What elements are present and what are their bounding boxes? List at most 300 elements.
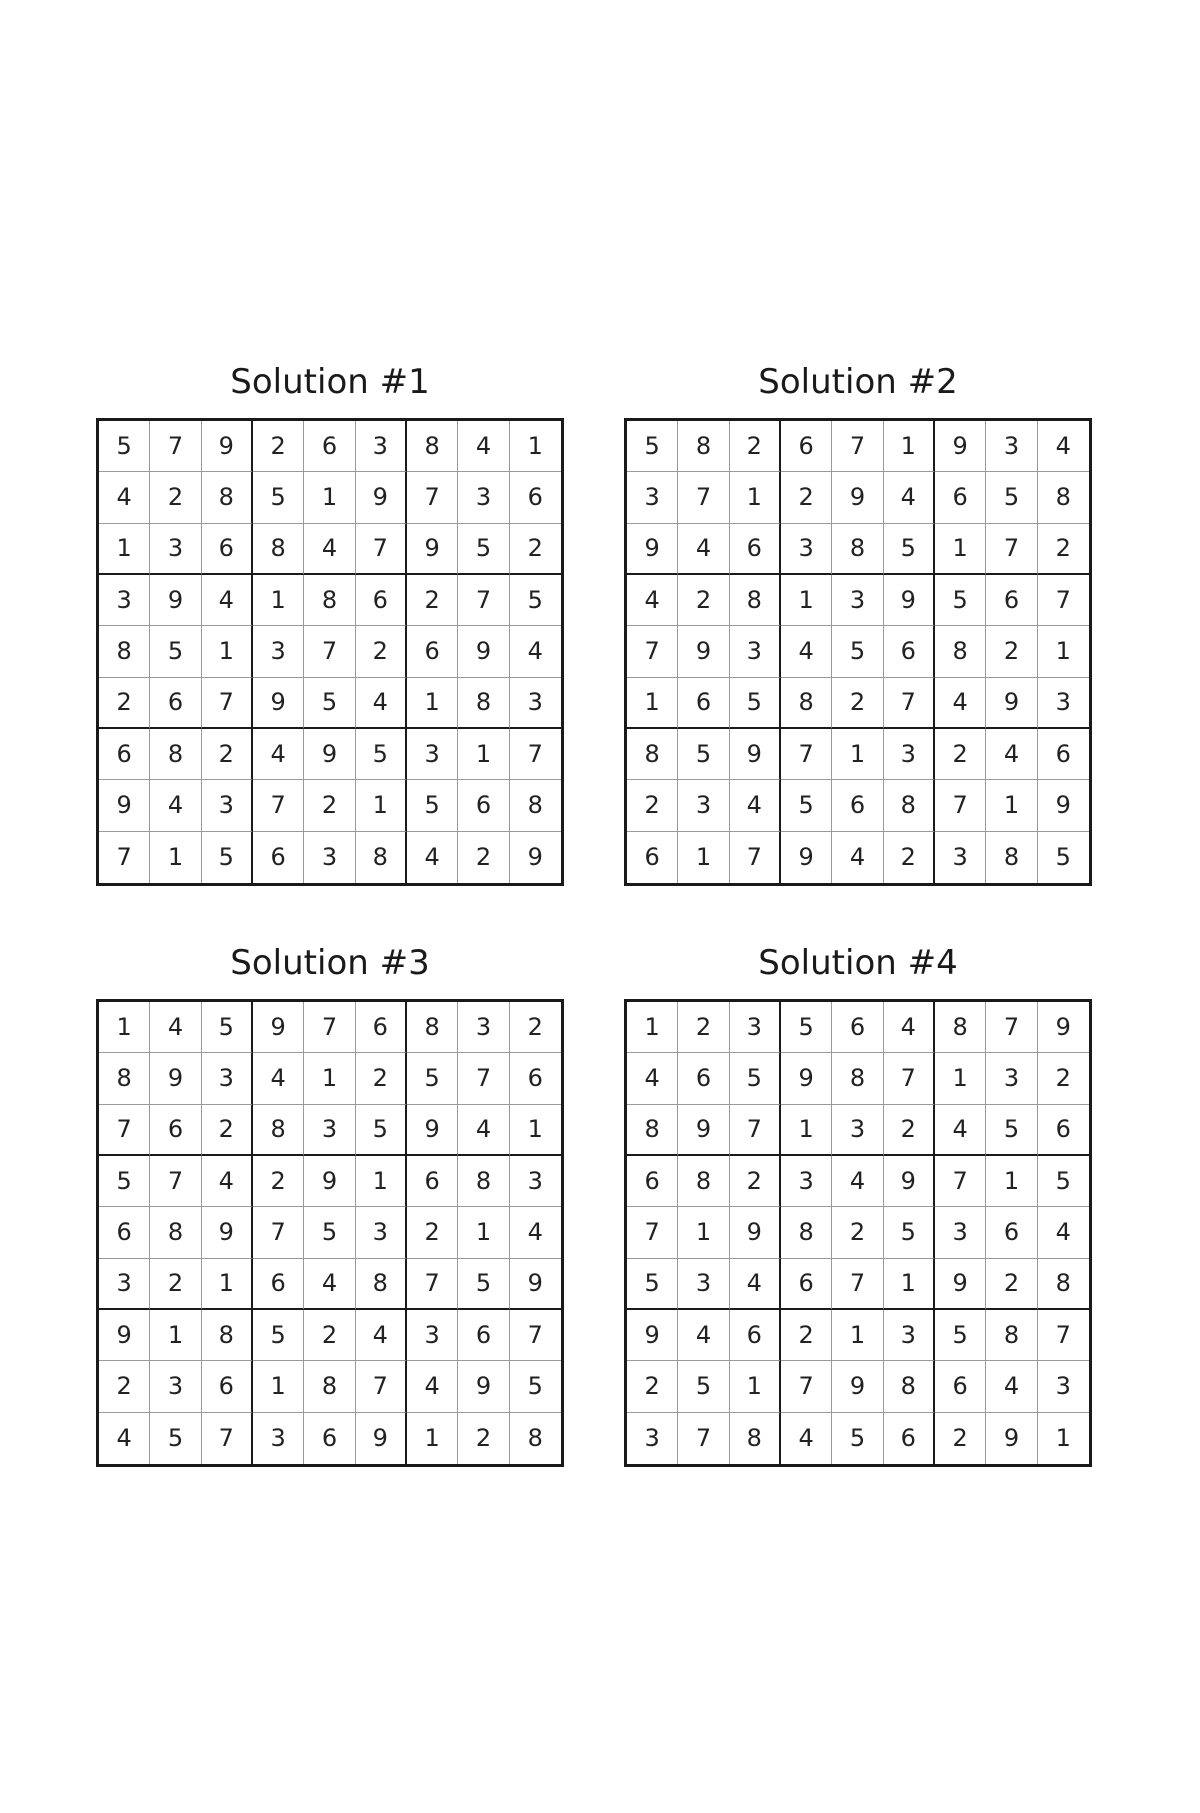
sudoku-cell: 5 [99, 1156, 150, 1207]
sudoku-cell: 4 [202, 575, 253, 626]
sudoku-cell: 9 [150, 575, 201, 626]
sudoku-cell: 9 [150, 1053, 201, 1104]
sudoku-cell: 7 [678, 472, 729, 523]
sudoku-cell: 5 [884, 1207, 935, 1258]
sudoku-cell: 7 [986, 524, 1037, 575]
sudoku-cell: 6 [356, 1002, 407, 1053]
sudoku-cell: 6 [356, 575, 407, 626]
sudoku-cell: 4 [356, 1310, 407, 1361]
sudoku-cell: 9 [458, 626, 509, 677]
sudoku-cell: 1 [356, 780, 407, 831]
sudoku-cell: 5 [202, 832, 253, 883]
sudoku-cell: 7 [935, 1156, 986, 1207]
sudoku-cell: 2 [832, 1207, 883, 1258]
sudoku-cell: 3 [935, 1207, 986, 1258]
sudoku-cell: 1 [99, 524, 150, 575]
sudoku-cell: 6 [832, 1002, 883, 1053]
sudoku-cell: 2 [884, 832, 935, 883]
sudoku-cell: 2 [1038, 524, 1089, 575]
sudoku-cell: 8 [627, 1105, 678, 1156]
sudoku-cell: 2 [510, 524, 561, 575]
sudoku-cell: 4 [832, 1156, 883, 1207]
sudoku-cell: 5 [627, 421, 678, 472]
sudoku-cell: 5 [150, 626, 201, 677]
sudoku-cell: 7 [678, 1413, 729, 1464]
sudoku-cell: 9 [99, 1310, 150, 1361]
sudoku-cell: 4 [407, 1361, 458, 1412]
sudoku-cell: 4 [986, 1361, 1037, 1412]
sudoku-cell: 9 [1038, 1002, 1089, 1053]
sudoku-cell: 2 [407, 1207, 458, 1258]
sudoku-cell: 8 [356, 1259, 407, 1310]
sudoku-cell: 4 [730, 1259, 781, 1310]
sudoku-cell: 4 [781, 1413, 832, 1464]
sudoku-cell: 9 [935, 421, 986, 472]
sudoku-cell: 9 [730, 729, 781, 780]
sudoku-cell: 6 [253, 1259, 304, 1310]
sudoku-cell: 7 [1038, 575, 1089, 626]
sudoku-cell: 3 [986, 1053, 1037, 1104]
sudoku-cell: 3 [1038, 1361, 1089, 1412]
sudoku-cell: 3 [884, 729, 935, 780]
sudoku-cell: 9 [832, 1361, 883, 1412]
sudoku-cell: 1 [935, 1053, 986, 1104]
sudoku-cell: 8 [458, 1156, 509, 1207]
sudoku-cell: 8 [832, 1053, 883, 1104]
sudoku-cell: 3 [627, 472, 678, 523]
sudoku-grid [624, 418, 1092, 886]
sudoku-cell: 3 [202, 780, 253, 831]
sudoku-cell: 6 [627, 832, 678, 883]
sudoku-cell: 1 [150, 832, 201, 883]
sudoku-cell: 7 [781, 1361, 832, 1412]
sudoku-cell: 7 [986, 1002, 1037, 1053]
sudoku-cell: 5 [304, 1207, 355, 1258]
sudoku-cell: 2 [150, 472, 201, 523]
sudoku-cell: 3 [458, 1002, 509, 1053]
sudoku-cell: 7 [510, 1310, 561, 1361]
sudoku-cell: 6 [781, 421, 832, 472]
sudoku-cell: 7 [781, 729, 832, 780]
sudoku-cell: 5 [832, 626, 883, 677]
sudoku-cell: 1 [986, 780, 1037, 831]
sudoku-cell: 4 [253, 729, 304, 780]
sudoku-cell: 7 [407, 472, 458, 523]
sudoku-cell: 5 [986, 472, 1037, 523]
sudoku-cell: 1 [678, 832, 729, 883]
sudoku-cell: 8 [202, 1310, 253, 1361]
sudoku-cell: 4 [150, 1002, 201, 1053]
sudoku-cell: 3 [304, 1105, 355, 1156]
sudoku-cell: 2 [202, 1105, 253, 1156]
sudoku-cell: 3 [781, 1156, 832, 1207]
sudoku-cell: 5 [510, 1361, 561, 1412]
sudoku-cell: 7 [627, 1207, 678, 1258]
sudoku-cell: 2 [678, 575, 729, 626]
sudoku-cell: 3 [458, 472, 509, 523]
sudoku-cell: 6 [202, 1361, 253, 1412]
sudoku-cell: 7 [510, 729, 561, 780]
sudoku-solution-3 [96, 933, 564, 1467]
sudoku-cell: 8 [304, 1361, 355, 1412]
sudoku-grid [624, 999, 1092, 1467]
sudoku-cell: 9 [304, 1156, 355, 1207]
sudoku-cell: 3 [202, 1053, 253, 1104]
sudoku-cell: 4 [99, 472, 150, 523]
sudoku-cell: 8 [730, 575, 781, 626]
sudoku-cell: 6 [150, 678, 201, 729]
sudoku-cell: 5 [884, 524, 935, 575]
sudoku-cell: 6 [935, 472, 986, 523]
sudoku-cell: 2 [150, 1259, 201, 1310]
sudoku-cell: 1 [1038, 626, 1089, 677]
sudoku-cell: 1 [730, 1361, 781, 1412]
sudoku-cell: 2 [884, 1105, 935, 1156]
sudoku-cell: 1 [458, 729, 509, 780]
sudoku-cell: 8 [678, 421, 729, 472]
sudoku-cell: 2 [935, 729, 986, 780]
sudoku-cell: 5 [458, 1259, 509, 1310]
sudoku-cell: 8 [356, 832, 407, 883]
sudoku-cell: 7 [935, 780, 986, 831]
sudoku-cell: 6 [730, 524, 781, 575]
sudoku-cell: 3 [510, 1156, 561, 1207]
sudoku-cell: 8 [781, 1207, 832, 1258]
sudoku-cell: 9 [407, 1105, 458, 1156]
sudoku-cell: 2 [678, 1002, 729, 1053]
sudoku-cell: 3 [678, 1259, 729, 1310]
sudoku-cell: 8 [150, 1207, 201, 1258]
sudoku-cell: 7 [458, 575, 509, 626]
sudoku-cell: 7 [884, 678, 935, 729]
sudoku-cell: 4 [202, 1156, 253, 1207]
sudoku-cell: 4 [730, 780, 781, 831]
sudoku-cell: 6 [202, 524, 253, 575]
sudoku-cell: 3 [781, 524, 832, 575]
sudoku-cell: 4 [356, 678, 407, 729]
sudoku-cell: 6 [884, 626, 935, 677]
sudoku-cell: 3 [150, 1361, 201, 1412]
sudoku-cell: 4 [253, 1053, 304, 1104]
sudoku-cell: 9 [527, 843, 543, 872]
sudoku-cell: 3 [253, 626, 304, 677]
sudoku-cell: 9 [730, 1207, 781, 1258]
sudoku-cell: 3 [832, 1105, 883, 1156]
sudoku-solution-1 [96, 352, 564, 886]
sudoku-cell: 6 [986, 1207, 1037, 1258]
sudoku-cell: 2 [253, 1156, 304, 1207]
sudoku-cell: 6 [935, 1361, 986, 1412]
sudoku-cell: 2 [730, 421, 781, 472]
sudoku-cell: 1 [884, 421, 935, 472]
sudoku-cell: 3 [730, 1002, 781, 1053]
sudoku-cell: 1 [253, 1361, 304, 1412]
sudoku-cell: 9 [986, 1413, 1037, 1464]
sudoku-cell: 7 [356, 524, 407, 575]
sudoku-cell: 6 [884, 1413, 935, 1464]
sudoku-cell: 8 [986, 832, 1037, 883]
sudoku-cell: 1 [627, 678, 678, 729]
sudoku-cell: 9 [678, 1105, 729, 1156]
sudoku-cell: 5 [678, 729, 729, 780]
sudoku-cell: 2 [99, 1361, 150, 1412]
sudoku-cell: 8 [99, 1053, 150, 1104]
sudoku-cell: 8 [304, 575, 355, 626]
sudoku-cell: 1 [884, 1259, 935, 1310]
sudoku-cell: 4 [627, 575, 678, 626]
puzzle-title: Solution #4 [758, 943, 958, 983]
sudoku-grid [96, 418, 564, 886]
puzzle-title: Solution #3 [230, 943, 430, 983]
sudoku-cell: 6 [1038, 729, 1089, 780]
sudoku-cell: 6 [304, 421, 355, 472]
sudoku-cell: 6 [510, 1053, 561, 1104]
sudoku-cell: 2 [935, 1413, 986, 1464]
sudoku-cell: 1 [832, 729, 883, 780]
sudoku-cell: 6 [1038, 1105, 1089, 1156]
sudoku-cell: 4 [304, 1259, 355, 1310]
sudoku-cell: 4 [884, 1002, 935, 1053]
sudoku-cell: 4 [1038, 1207, 1089, 1258]
sudoku-cell: 8 [678, 1156, 729, 1207]
sudoku-cell: 9 [935, 1259, 986, 1310]
sudoku-cell: 9 [627, 1310, 678, 1361]
sudoku-cell: 2 [986, 1259, 1037, 1310]
sudoku-cell: 2 [253, 421, 304, 472]
sudoku-cell: 1 [510, 421, 561, 472]
sudoku-cell: 4 [678, 524, 729, 575]
sudoku-cell: 3 [253, 1413, 304, 1464]
sudoku-cell: 8 [150, 729, 201, 780]
sudoku-cell: 2 [304, 780, 355, 831]
sudoku-cell: 7 [304, 1002, 355, 1053]
sudoku-cell: 9 [678, 626, 729, 677]
sudoku-cell: 7 [356, 1361, 407, 1412]
sudoku-cell: 8 [407, 1002, 458, 1053]
sudoku-cell: 3 [150, 524, 201, 575]
sudoku-cell: 2 [356, 626, 407, 677]
sudoku-cell: 8 [884, 780, 935, 831]
sudoku-cell: 1 [678, 1207, 729, 1258]
sudoku-cell: 3 [407, 729, 458, 780]
sudoku-cell: 7 [884, 1053, 935, 1104]
sudoku-cell: 8 [832, 524, 883, 575]
sudoku-cell: 1 [1055, 1424, 1071, 1453]
sudoku-cell: 6 [510, 472, 561, 523]
sudoku-cell: 3 [407, 1310, 458, 1361]
sudoku-cell: 9 [356, 1413, 407, 1464]
sudoku-cell: 1 [304, 472, 355, 523]
sudoku-cell: 7 [458, 1053, 509, 1104]
sudoku-cell: 6 [458, 780, 509, 831]
sudoku-cell: 9 [202, 1207, 253, 1258]
sudoku-cell: 5 [356, 729, 407, 780]
sudoku-cell: 8 [253, 1105, 304, 1156]
sudoku-cell: 5 [202, 1002, 253, 1053]
sudoku-solution-2 [624, 352, 1092, 886]
sudoku-cell: 3 [884, 1310, 935, 1361]
sudoku-cell: 7 [730, 832, 781, 883]
sudoku-cell: 5 [678, 1361, 729, 1412]
sudoku-cell: 5 [253, 1310, 304, 1361]
sudoku-cell: 6 [99, 729, 150, 780]
sudoku-cell: 8 [202, 472, 253, 523]
sudoku-cell: 7 [627, 626, 678, 677]
sudoku-cell: 1 [407, 678, 458, 729]
sudoku-cell: 1 [781, 1105, 832, 1156]
puzzle-title: Solution #2 [758, 362, 958, 402]
sudoku-cell: 4 [510, 1207, 561, 1258]
sudoku-cell: 6 [986, 575, 1037, 626]
sudoku-cell: 3 [99, 1259, 150, 1310]
sudoku-cell: 2 [202, 729, 253, 780]
sudoku-cell: 6 [678, 678, 729, 729]
sudoku-cell: 3 [935, 832, 986, 883]
sudoku-cell: 4 [627, 1053, 678, 1104]
sudoku-cell: 9 [884, 1156, 935, 1207]
sudoku-cell: 2 [986, 626, 1037, 677]
sudoku-cell: 3 [304, 832, 355, 883]
sudoku-cell: 1 [832, 1310, 883, 1361]
sudoku-cell: 9 [627, 524, 678, 575]
sudoku-cell: 4 [935, 678, 986, 729]
sudoku-cell: 6 [304, 1413, 355, 1464]
sudoku-cell: 7 [99, 1105, 150, 1156]
sudoku-cell: 6 [627, 1156, 678, 1207]
sudoku-cell: 9 [458, 1361, 509, 1412]
sudoku-cell: 5 [304, 678, 355, 729]
sudoku-cell: 6 [407, 626, 458, 677]
sudoku-cell: 1 [304, 1053, 355, 1104]
sudoku-cell: 1 [253, 575, 304, 626]
sudoku-cell: 7 [202, 678, 253, 729]
sudoku-cell: 5 [407, 1053, 458, 1104]
sudoku-cell: 1 [202, 1259, 253, 1310]
sudoku-cell: 6 [781, 1259, 832, 1310]
sudoku-cell: 4 [510, 626, 561, 677]
sudoku-cell: 6 [150, 1105, 201, 1156]
sudoku-cell: 8 [627, 729, 678, 780]
sudoku-cell: 5 [935, 575, 986, 626]
sudoku-cell: 8 [884, 1361, 935, 1412]
sudoku-cell: 7 [407, 1259, 458, 1310]
sudoku-cell: 5 [1055, 843, 1071, 872]
sudoku-cell: 2 [730, 1156, 781, 1207]
sudoku-cell: 5 [781, 780, 832, 831]
sudoku-cell: 4 [458, 421, 509, 472]
sudoku-cell: 1 [458, 1207, 509, 1258]
sudoku-cell: 6 [458, 1310, 509, 1361]
sudoku-cell: 9 [253, 678, 304, 729]
sudoku-cell: 3 [832, 575, 883, 626]
sudoku-cell: 3 [356, 421, 407, 472]
sudoku-cell: 9 [304, 729, 355, 780]
sudoku-cell: 8 [781, 678, 832, 729]
sudoku-cell: 5 [730, 1053, 781, 1104]
sudoku-cell: 8 [935, 1002, 986, 1053]
sudoku-cell: 8 [1038, 1259, 1089, 1310]
sudoku-cell: 9 [1038, 780, 1089, 831]
sudoku-cell: 9 [986, 678, 1037, 729]
sudoku-grid [96, 999, 564, 1467]
sudoku-cell: 7 [304, 626, 355, 677]
sudoku-cell: 4 [99, 1413, 150, 1464]
sudoku-cell: 9 [202, 421, 253, 472]
sudoku-cell: 7 [253, 780, 304, 831]
sudoku-cell: 7 [832, 1259, 883, 1310]
sudoku-cell: 9 [356, 472, 407, 523]
sudoku-cell: 8 [407, 421, 458, 472]
sudoku-cell: 6 [832, 780, 883, 831]
sudoku-cell: 5 [986, 1105, 1037, 1156]
sudoku-cell: 2 [304, 1310, 355, 1361]
sudoku-cell: 1 [730, 472, 781, 523]
sudoku-cell: 8 [986, 1310, 1037, 1361]
sudoku-cell: 2 [832, 678, 883, 729]
sudoku-cell: 2 [1038, 1053, 1089, 1104]
sudoku-cell: 6 [678, 1053, 729, 1104]
sudoku-cell: 1 [986, 1156, 1037, 1207]
sudoku-cell: 1 [99, 1002, 150, 1053]
sudoku-cell: 1 [627, 1002, 678, 1053]
sudoku-cell: 8 [253, 524, 304, 575]
sudoku-cell: 3 [510, 678, 561, 729]
sudoku-cell: 8 [458, 678, 509, 729]
sudoku-cell: 3 [1038, 678, 1089, 729]
sudoku-cell: 4 [407, 832, 458, 883]
sudoku-cell: 6 [730, 1310, 781, 1361]
sudoku-cell: 9 [407, 524, 458, 575]
sudoku-cell: 4 [935, 1105, 986, 1156]
sudoku-cell: 4 [986, 729, 1037, 780]
sudoku-cell: 3 [730, 626, 781, 677]
sudoku-cell: 5 [510, 575, 561, 626]
sudoku-cell: 4 [304, 524, 355, 575]
sudoku-cell: 9 [781, 832, 832, 883]
sudoku-cell: 7 [202, 1413, 253, 1464]
sudoku-cell: 4 [1038, 421, 1089, 472]
sudoku-cell: 2 [510, 1002, 561, 1053]
sudoku-cell: 2 [781, 472, 832, 523]
sudoku-cell: 2 [407, 575, 458, 626]
sudoku-cell: 5 [781, 1002, 832, 1053]
sudoku-cell: 7 [99, 832, 150, 883]
sudoku-cell: 5 [253, 472, 304, 523]
sudoku-cell: 6 [99, 1207, 150, 1258]
sudoku-cell: 8 [935, 626, 986, 677]
sudoku-cell: 1 [510, 1105, 561, 1156]
sudoku-cell: 7 [150, 1156, 201, 1207]
sudoku-cell: 9 [832, 472, 883, 523]
sudoku-cell: 9 [510, 1259, 561, 1310]
sudoku-cell: 2 [627, 1361, 678, 1412]
sudoku-cell: 2 [99, 678, 150, 729]
sudoku-cell: 5 [1038, 1156, 1089, 1207]
sudoku-cell: 8 [730, 1413, 781, 1464]
sudoku-cell: 4 [458, 1105, 509, 1156]
sudoku-cell: 8 [527, 1424, 543, 1453]
sudoku-cell: 1 [935, 524, 986, 575]
sudoku-cell: 5 [730, 678, 781, 729]
sudoku-cell: 8 [1038, 472, 1089, 523]
sudoku-cell: 3 [986, 421, 1037, 472]
sudoku-cell: 9 [99, 780, 150, 831]
sudoku-cell: 4 [678, 1310, 729, 1361]
sudoku-cell: 5 [99, 421, 150, 472]
sudoku-cell: 2 [458, 1413, 509, 1464]
sudoku-cell: 7 [730, 1105, 781, 1156]
sudoku-cell: 5 [407, 780, 458, 831]
